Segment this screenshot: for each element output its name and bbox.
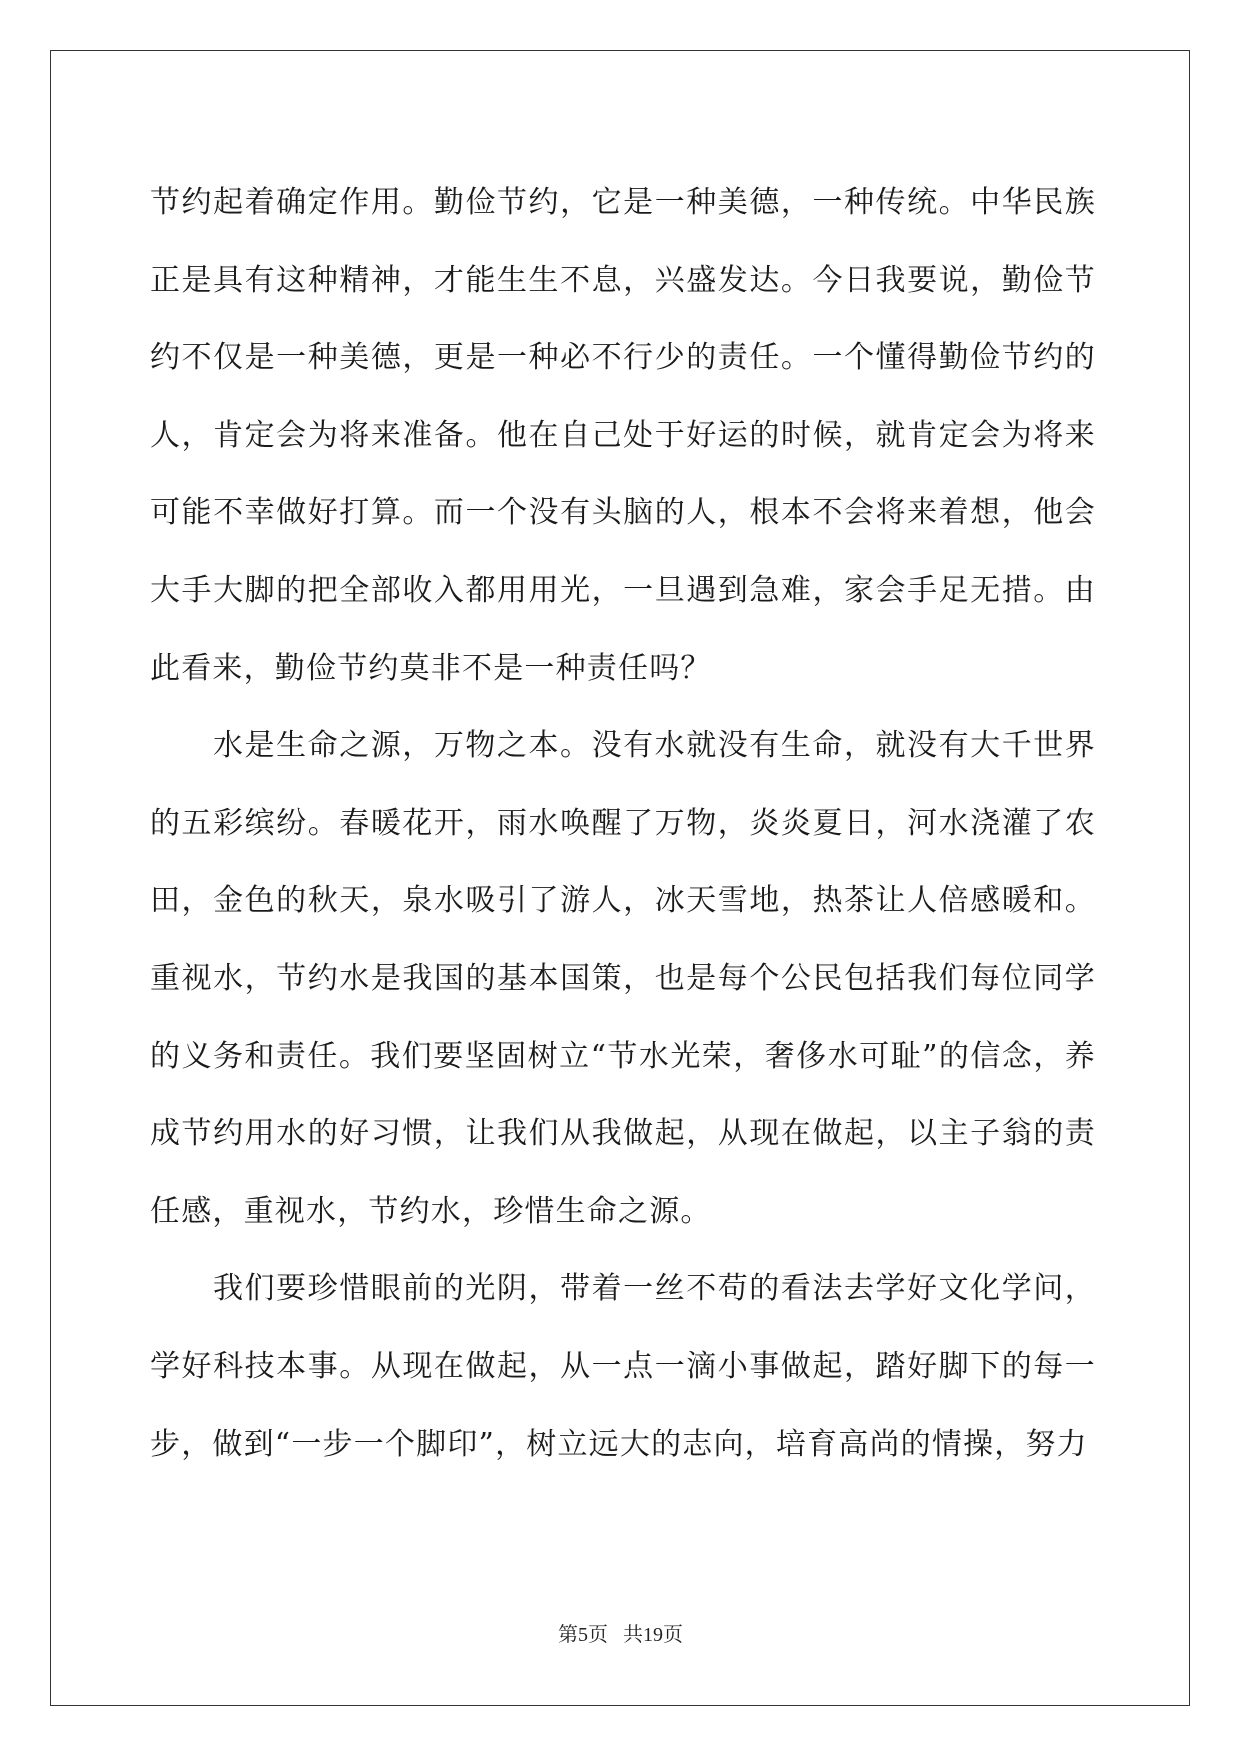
paragraph-3: 我们要珍惜眼前的光阴，带着一丝不苟的看法去学好文化学问，学好科技本事。从现在做起，从一点一滴小事做起，踏好脚下的每一步，做到“一步一个脚印”，树立远大的志向，培育高尚的情操，努力: [150, 1271, 1096, 1462]
page-footer: [0, 1618, 1241, 1647]
document-body: [150, 164, 1096, 1483]
paragraph-1: 节约起着确定作用。勤俭节约，它是一种美德，一种传统。中华民族正是具有这种精神，才能生生不息，兴盛发达。今日我要说，勤俭节约不仅是一种美德，更是一种必不行少的责任。一个懂得勤俭节约的人，肯定会为将来准备。他在自己处于好运的时候，就肯定会为将来可能不幸做好打算。而一个没有头脑的人，根本不会将来着想，他会大手大脚的把全部收入都用用光，一旦遇到急难，家会手足无措。由此看来，勤俭节约莫非不是一种责任吗？: [150, 185, 1096, 686]
paragraph-2: 水是生命之源，万物之本。没有水就没有生命，就没有大千世界的五彩缤纷。春暖花开，雨水唤醒了万物，炎炎夏日，河水浇灌了农田，金色的秋天，泉水吸引了游人，冰天雪地，热茶让人倍感暖和。重视水，节约水是我国的基本国策，也是每个公民包括我们每位同学的义务和责任。我们要坚固树立“节水光荣，奢侈水可耻”的信念，养成节约用水的好习惯，让我们从我做起，从现在做起，以主子翁的责任感，重视水，节约水，珍惜生命之源。: [150, 728, 1096, 1229]
page-number: 第5页: [558, 1624, 608, 1646]
page-total: 共19页: [623, 1624, 683, 1646]
